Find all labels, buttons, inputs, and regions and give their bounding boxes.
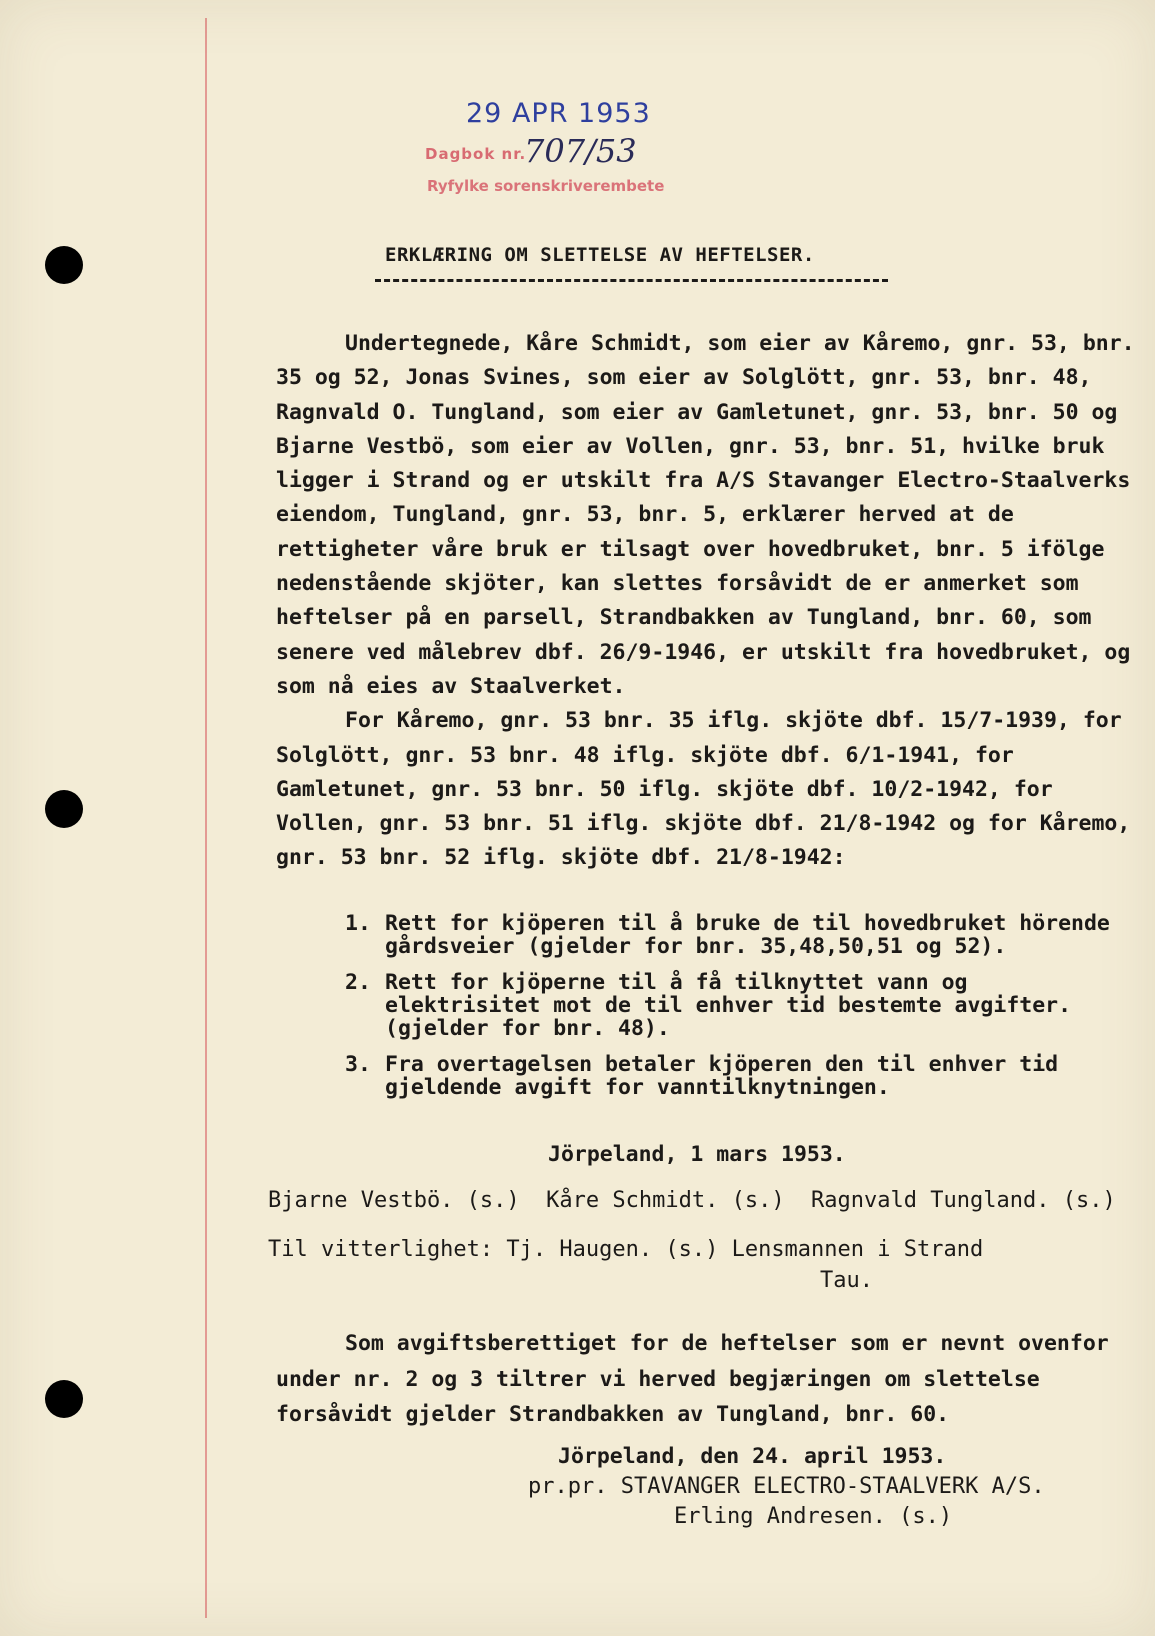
company-signer: Erling Andresen. (s.) [674, 1504, 953, 1529]
list-item-number: 1. [345, 911, 371, 936]
consent-section [276, 1326, 1136, 1433]
document-title: ERKLÆRING OM SLETTELSE AV HEFTELSER. [385, 244, 815, 266]
declaration-body [276, 327, 1136, 876]
list-item-text: Rett for kjöperne til å få tilknyttet vann og elektrisitet mot de til enhver tid bestemte avgifter. (gjelder for bnr. 48). [385, 970, 1072, 1041]
list-item [345, 971, 1135, 1040]
company-place-date: Jörpeland, den 24. april 1953. [558, 1444, 947, 1469]
list-item [345, 1053, 1135, 1099]
witness-line: Til vitterlighet: Tj. Haugen. (s.) Lensmannen i Strand [268, 1237, 984, 1262]
list-item [345, 912, 1135, 958]
owner-signatures: Bjarne Vestbö. (s.) Kåre Schmidt. (s.) Ragnvald Tungland. (s.) [268, 1188, 1116, 1213]
register-number: 707/53 [524, 132, 637, 170]
register-label-stamp: Dagbok nr. [425, 145, 527, 163]
list-item-text: Rett for kjöperen til å bruke de til hovedbruket hörende gårdsveier (gjelder for bnr. 35,48,50,51 og 52). [385, 911, 1110, 959]
received-date-stamp: 29 APR 1953 [466, 98, 651, 129]
consent-paragraph: Som avgiftsberettiget for de heftelser som er nevnt ovenfor under nr. 2 og 3 tiltrer vi herved begjæringen om slettelse forsåvidt gjelder Strandbakken av Tungland, bnr. 60. [276, 1331, 1109, 1427]
witness-place: Tau. [820, 1268, 873, 1293]
list-item-text: Fra overtagelsen betaler kjöperen den til enhver tid gjeldende avgift for vanntilknytningen. [385, 1052, 1059, 1100]
company-name: pr.pr. STAVANGER ELECTRO-STAALVERK A/S. [528, 1474, 1045, 1499]
list-item-number: 2. [345, 970, 371, 995]
list-item-number: 3. [345, 1052, 371, 1077]
deeds-paragraph: For Kåremo, gnr. 53 bnr. 35 iflg. skjöte dbf. 15/7-1939, for Solglött, gnr. 53 bnr. 48 iflg. skjöte dbf. 6/1-1941, for Gamletunet, gnr. 53 bnr. 50 iflg. skjöte dbf. 10/2-1942, for Vollen, gnr. 53 bnr. 51 iflg. skjöte dbf. 21/8-1942 og for Kåremo, gnr. 53 bnr. 52 iflg. skjöte dbf. 21/8-1942: [276, 708, 1131, 871]
office-stamp: Ryfylke sorenskriverembete [427, 177, 665, 195]
rights-list [345, 912, 1135, 1112]
punch-hole-middle [45, 790, 83, 828]
declaration-paragraph: Undertegnede, Kåre Schmidt, som eier av Kåremo, gnr. 53, bnr. 35 og 52, Jonas Svines, som eier av Solglött, gnr. 53, bnr. 48, Ragnvald O. Tungland, som eier av Gamletunet, gnr. 53, bnr. 50 og Bjarne Vestbö, som eier av Vollen, gnr. 53, bnr. 51, hvilke bruk ligger i Strand og er utskilt fra A/S Stavanger Electro-Staalverks eiendom, Tungland, gnr. 53, bnr. 5, erklærer herved at de rettigheter våre bruk er tilsagt over hovedbruket, bnr. 5 ifölge nedenstående skjöter, kan slettes forsåvidt de er anmerket som heftelser på en parsell, Strandbakken av Tungland, bnr. 60, som senere ved målebrev dbf. 26/9-1946, er utskilt fra hovedbruket, og som nå eies av Staalverket. [276, 331, 1135, 699]
place-and-date: Jörpeland, 1 mars 1953. [548, 1142, 846, 1167]
red-margin-line [205, 18, 207, 1618]
title-underline [375, 279, 888, 282]
punch-hole-bottom [45, 1380, 83, 1418]
punch-hole-top [45, 246, 83, 284]
